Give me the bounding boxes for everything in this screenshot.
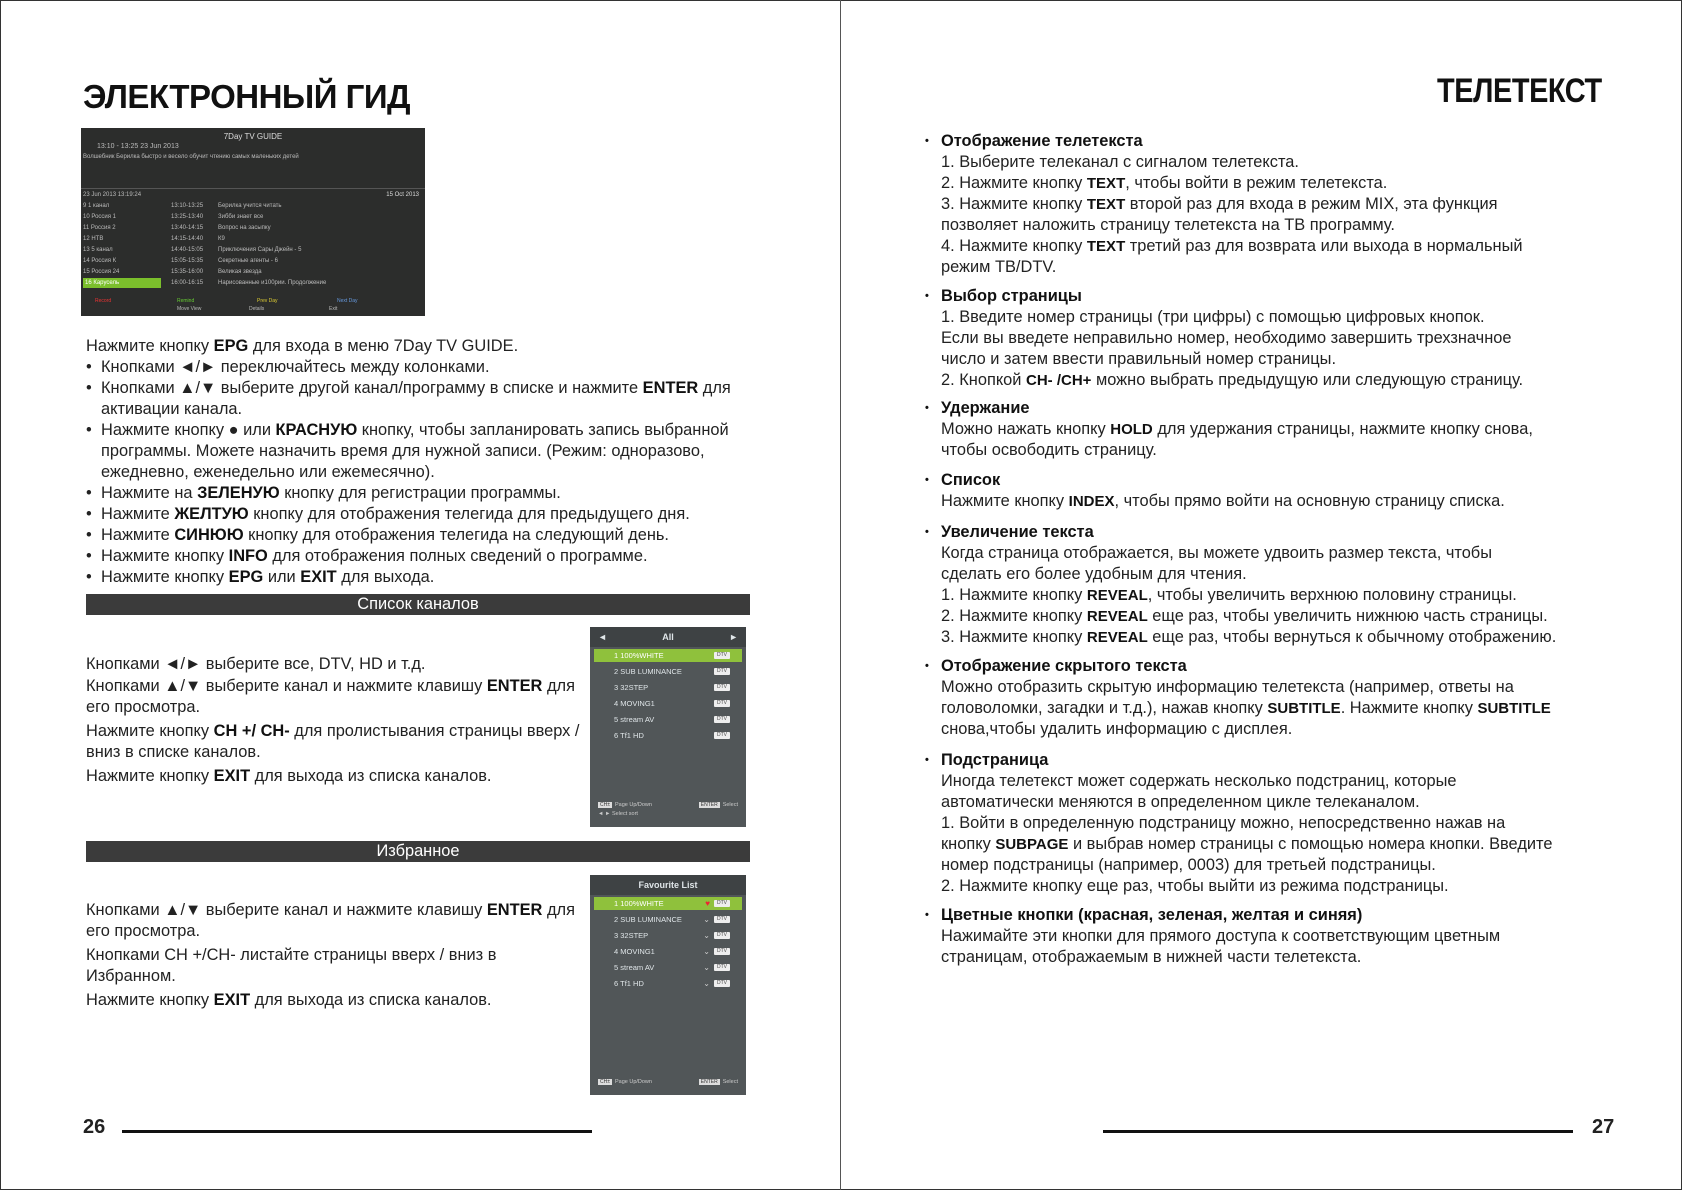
favourite-icon: ⌄ <box>703 979 710 988</box>
dtv-badge: DTV <box>714 684 730 691</box>
channel-list-header: ◄ All ► <box>590 627 746 647</box>
channel-list-p1: Кнопками ◄/► выберите все, DTV, HD и т.д. <box>86 655 426 673</box>
channel-list-text <box>86 654 586 787</box>
section-line: режим ТВ/DTV. <box>941 258 1057 276</box>
teletext-section <box>941 286 1631 391</box>
section-line: 3. Нажмите кнопку TEXT второй раз для входа в режим MIX, эта функция <box>941 195 1498 213</box>
section-line: снова,чтобы удалить информацию с дисплея. <box>941 720 1293 738</box>
epg-row: 12 НТВ 14:15-14:40 К9 <box>83 236 225 242</box>
section-line: 1. Выберите телеканал с сигналом телетекста. <box>941 153 1299 171</box>
section-line: 1. Введите номер страницы (три цифры) с помощью цифровых кнопок. <box>941 308 1485 326</box>
channel-list-screen <box>590 627 746 827</box>
section-line: автоматически меняются в определенном цикле телеканалом. <box>941 793 1420 811</box>
section-heading: • Удержание <box>925 398 1631 419</box>
section-line: Когда страница отображается, вы можете удвоить размер текста, чтобы <box>941 544 1492 562</box>
channel-list-item[interactable]: 4 MOVING1 ⌄ DTV <box>594 945 742 958</box>
epg-description: Волшебник Берилка быстро и весело обучит чтению самых маленьких детей <box>83 154 299 160</box>
epg-bullet: • Нажмите кнопку ● или КРАСНУЮ кнопку, чтобы запланировать запись выбранной программы. Можете назначить время для нужной записи. (Режим: одноразово, ежедневно, еженедельно или ежемесячно). <box>86 420 766 483</box>
epg-intro: Нажмите кнопку EPG для входа в меню 7Day TV GUIDE. <box>86 337 519 355</box>
teletext-section <box>941 470 1631 512</box>
section-line: Нажмите кнопку INDEX, чтобы прямо войти на основную страницу списка. <box>941 492 1505 510</box>
favourite-icon: ⌄ <box>703 963 710 972</box>
epg-bullet: • Кнопками ◄/► переключайтесь между колонками. <box>86 357 766 378</box>
channel-list-p3: Нажмите кнопку CH +/ CH- для пролистывания страницы вверх / вниз в списке каналов. <box>86 722 580 761</box>
channel-list-p2: Кнопками ▲/▼ выберите канал и нажмите клавишу ENTER для его просмотра. <box>86 677 575 716</box>
teletext-section <box>941 656 1631 740</box>
epg-row: 15 Россия 24 15:35-16:00 Великая звезда <box>83 269 262 275</box>
dtv-badge: DTV <box>714 668 730 675</box>
favourites-text <box>86 900 586 1011</box>
favourites-bar: Избранное <box>86 841 750 862</box>
favourite-icon: ⌄ <box>703 915 710 924</box>
favourite-icon: ⌄ <box>703 947 710 956</box>
epg-footer-record: Record <box>95 298 112 304</box>
section-line: позволяет наложить страницу телетекста на ТВ программу. <box>941 216 1395 234</box>
section-heading: • Цветные кнопки (красная, зеленая, желтая и синяя) <box>925 905 1631 926</box>
dtv-badge: DTV <box>714 980 730 987</box>
epg-bullet-list <box>86 357 766 588</box>
epg-bullet: • Кнопками ▲/▼ выберите другой канал/программу в списке и нажмите ENTER для активации канала. <box>86 378 766 420</box>
section-line: 3. Нажмите кнопку REVEAL еще раз, чтобы вернуться к обычному отображению. <box>941 628 1557 646</box>
dtv-badge: DTV <box>714 964 730 971</box>
channel-list-item[interactable]: 1 100%WHITE ♥ DTV <box>594 897 742 910</box>
channel-list-item[interactable]: 5 stream AV DTV <box>594 713 742 726</box>
favourites-screen <box>590 875 746 1095</box>
epg-row: 14 Россия К 15:05-15:35 Секретные агенты - 6 <box>83 258 278 264</box>
page-title-right: ТЕЛЕТЕКСТ <box>1437 72 1602 110</box>
favourites-p2: Кнопками CH +/CH- листайте страницы вверх / вниз в Избранном. <box>86 946 497 985</box>
teletext-section <box>941 905 1631 968</box>
favourite-icon: ♥ <box>705 899 710 908</box>
channel-list-p4: Нажмите кнопку EXIT для выхода из списка каналов. <box>86 767 492 785</box>
dtv-badge: DTV <box>714 900 730 907</box>
channel-list-footer: CH± Page Up/Down ENTER Select ◄ ► Select sort <box>598 802 738 817</box>
channel-list-item[interactable]: 5 stream AV ⌄ DTV <box>594 961 742 974</box>
page-number-right: 27 <box>1592 1116 1615 1138</box>
favourites-footer: CH± Page Up/Down ENTER Select <box>600 1079 738 1085</box>
dtv-badge: DTV <box>714 716 730 723</box>
left-page <box>0 0 840 1190</box>
section-heading: • Отображение скрытого текста <box>925 656 1631 677</box>
channel-list-item[interactable]: 4 MOVING1 DTV <box>594 697 742 710</box>
section-heading: • Список <box>925 470 1631 491</box>
epg-time-range: 13:10 - 13:25 23 Jun 2013 <box>97 143 179 150</box>
dtv-badge: DTV <box>714 732 730 739</box>
favourites-p1: Кнопками ▲/▼ выберите канал и нажмите клавишу ENTER для его просмотра. <box>86 901 575 940</box>
channel-list-item[interactable]: 2 SUB LUMINANCE ⌄ DTV <box>594 913 742 926</box>
epg-row: 16 Карусель 16:00-16:15 Нарисованные и100рии. Продолжение <box>85 280 327 286</box>
epg-bullet: • Нажмите кнопку EPG или EXIT для выхода. <box>86 567 766 588</box>
section-heading: • Выбор страницы <box>925 286 1631 307</box>
teletext-section <box>941 750 1631 897</box>
section-line: 1. Нажмите кнопку REVEAL, чтобы увеличить верхнюю половину страницы. <box>941 586 1517 604</box>
epg-instructions <box>86 336 766 588</box>
epg-screenshot <box>81 128 425 316</box>
epg-footer-move-view: Move View <box>177 306 202 312</box>
dtv-badge: DTV <box>714 916 730 923</box>
channel-list-item[interactable]: 3 32STEP ⌄ DTV <box>594 929 742 942</box>
dtv-badge: DTV <box>714 948 730 955</box>
section-line: номер подстраницы (например, 0003) для третьей подстраницы. <box>941 856 1436 874</box>
epg-header: 7Day TV GUIDE <box>223 132 283 141</box>
epg-row: 13 5 канал 14:40-15:05 Приключения Сары Джейн - 5 <box>83 247 302 253</box>
footer-rule-right <box>1103 1130 1573 1133</box>
epg-footer-next-day: Next Day <box>337 298 358 304</box>
footer-rule-left <box>122 1130 592 1133</box>
channel-list-item[interactable]: 6 Tf1 HD ⌄ DTV <box>594 977 742 990</box>
section-line: Можно нажать кнопку HOLD для удержания страницы, нажмите кнопку снова, <box>941 420 1533 438</box>
page-title: ЭЛЕКТРОННЫЙ ГИД <box>83 78 411 115</box>
epg-footer-prev-day: Prev Day <box>257 298 278 304</box>
channel-list-bar: Список каналов <box>86 594 750 615</box>
epg-bullet: • Нажмите ЖЕЛТУЮ кнопку для отображения телегида для предыдущего дня. <box>86 504 766 525</box>
section-line: страницам, отображаемым в нижней части телетекста. <box>941 948 1362 966</box>
epg-row: 11 Россия 2 13:40-14:15 Вопрос на засыпку <box>83 225 271 231</box>
epg-row: 9 1 канал 13:10-13:25 Берилка учится читать <box>83 203 282 209</box>
page-number-left: 26 <box>83 1116 106 1138</box>
section-line: 2. Нажмите кнопку TEXT, чтобы войти в режим телетекста. <box>941 174 1388 192</box>
section-line: кнопку SUBPAGE и выбрав номер страницы с помощью номера кнопки. Введите <box>941 835 1553 853</box>
epg-date-row: 23 Jun 2013 13:19:24 15 Oct 2013 <box>83 192 419 198</box>
section-line: 2. Нажмите кнопку еще раз, чтобы выйти из режима подстраницы. <box>941 877 1449 895</box>
epg-bullet: • Нажмите кнопку INFO для отображения полных сведений о программе. <box>86 546 766 567</box>
favourites-header: Favourite List <box>590 875 746 895</box>
section-line: число и затем ввести правильный номер страницы. <box>941 350 1337 368</box>
epg-footer-remind: Remind <box>177 298 195 304</box>
channel-list-item[interactable]: 2 SUB LUMINANCE DTV <box>594 665 742 678</box>
channel-list-item[interactable]: 3 32STEP DTV <box>594 681 742 694</box>
section-line: чтобы освободить страницу. <box>941 441 1157 459</box>
epg-bullet: • Нажмите СИНЮЮ кнопку для отображения телегида на следующий день. <box>86 525 766 546</box>
section-line: 1. Войти в определенную подстраницу можно, непосредственно нажав на <box>941 814 1506 832</box>
section-line: Нажимайте эти кнопки для прямого доступа к соответствующим цветным <box>941 927 1501 945</box>
section-heading: • Увеличение текста <box>925 522 1631 543</box>
favourite-icon: ⌄ <box>703 931 710 940</box>
teletext-section <box>941 522 1631 648</box>
section-line: Если вы введете неправильно номер, необходимо завершить трехзначное <box>941 329 1512 347</box>
teletext-section <box>941 398 1631 461</box>
dtv-badge: DTV <box>714 652 730 659</box>
epg-bullet: • Нажмите на ЗЕЛЕНУЮ кнопку для регистрации программы. <box>86 483 766 504</box>
section-line: Можно отобразить скрытую информацию телетекста (например, ответы на <box>941 678 1514 696</box>
epg-footer-exit: Exit <box>329 306 338 312</box>
epg-footer-details: Details <box>249 306 265 312</box>
section-line: 2. Нажмите кнопку REVEAL еще раз, чтобы увеличить нижнюю часть страницы. <box>941 607 1548 625</box>
section-line: 2. Кнопкой CH- /CH+ можно выбрать предыдущую или следующую страницу. <box>941 371 1524 389</box>
section-heading: • Отображение телетекста <box>925 131 1631 152</box>
section-line: головоломки, загадки и т.д.), нажав кнопку SUBTITLE. Нажмите кнопку SUBTITLE <box>941 699 1551 717</box>
epg-row: 10 Россия 1 13:25-13:40 Зибби знает все <box>83 214 264 220</box>
section-line: 4. Нажмите кнопку TEXT третий раз для возврата или выхода в нормальный <box>941 237 1523 255</box>
dtv-badge: DTV <box>714 700 730 707</box>
channel-list-item[interactable]: 1 100%WHITE DTV <box>594 649 742 662</box>
section-line: сделать его более удобным для чтения. <box>941 565 1247 583</box>
teletext-section <box>941 131 1631 278</box>
section-heading: • Подстраница <box>925 750 1631 771</box>
channel-list-item[interactable]: 6 Tf1 HD DTV <box>594 729 742 742</box>
dtv-badge: DTV <box>714 932 730 939</box>
section-line: Иногда телетекст может содержать несколько подстраниц, которые <box>941 772 1457 790</box>
favourites-p3: Нажмите кнопку EXIT для выхода из списка каналов. <box>86 991 492 1009</box>
